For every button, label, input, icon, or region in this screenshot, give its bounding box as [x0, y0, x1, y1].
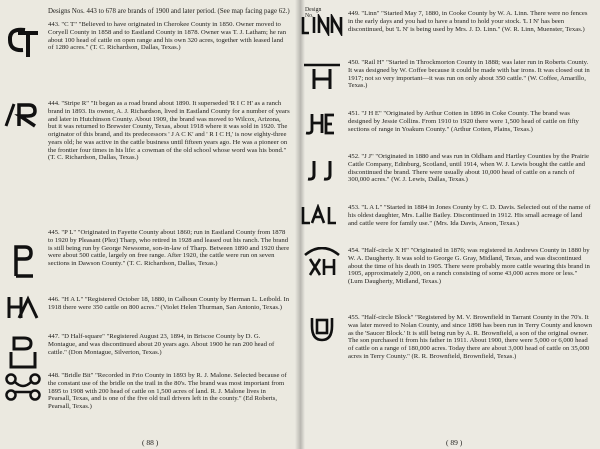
brand-hal-icon — [3, 294, 43, 322]
entry-450 — [348, 59, 592, 105]
entry-text: 451. "J H E" "Originated by Arthur Cotten in 1896 in Coke County. The brand was designed by Jessie Collins. From 1910 to 1920 there were 1,500 head of cattle on fifty sections of range in Yoakum County." (Arthur Cotten, Plains, Texas.) — [348, 110, 579, 133]
page-number: ( 88 ) — [142, 438, 159, 447]
brand-lal-icon — [300, 204, 344, 226]
brand-rail-h-icon — [300, 61, 344, 91]
entry-text: 448. "Bridle Bit" "Recorded in Frio County in 1893 by R. J. Malone. Selected because of the constant use of the bridle on the trail in the 80's. The brand was most important from 1895 to 1908 with 200 head of cattle on 1,500 acres of land. R. J. Malone lives in Pearsall, Texas, and is one of the five old trail drivers left in the county." (Ed Roberts, Pearsall, Texas.) — [48, 372, 287, 411]
entry-text: 455. "Half-circle Block" "Registered by M. V. Brownfield in Tarrant County in the 70's. It was later moved to Nolan County, and since 1898 has been run in Terry County and known as the 'Saucer Block.' It is still being run by A. R. Brownfield, a son of the original owner. The son purchased it from his father in 1911. About 1900, there were 5,000 or 6,000 head of cattle on a range of 180,000 acres. Today there are about 3,000 head of cattle on 35,000 acres in Terry County." (R. R. Brownfield, Brownfield, Texas.) — [348, 314, 592, 360]
entry-454 — [348, 247, 592, 309]
entry-text: 446. "H A L" "Registered October 18, 1880, in Calhoun County by Herman L. Leibold. In 1918 there were 350 cattle on 800 acres." (Violet Helen Thurman, San Antonio, Texas.) — [48, 296, 290, 311]
entry-443 — [48, 21, 290, 95]
entry-text: 443. "C T" "Believed to have originated in Cherokee County in 1850. Owner moved to Coryell County in 1858 and to Eastland County in 1878. Owner was T. J. Latham; he ran about 100 head of cattle on open range and his own 320 acres, together with leased land of 1280 acres." (T. C. Richardson, Dallas, Texas.) — [48, 21, 287, 52]
design-label-line: No. — [305, 13, 314, 20]
brand-ct-icon — [3, 23, 43, 61]
design-no-label — [305, 7, 321, 19]
intro-text: Designs Nos. 443 to 678 are brands of 1900 and later period. (See map facing page 62.) — [48, 8, 290, 15]
entry-447 — [48, 333, 290, 367]
left-page — [0, 0, 298, 449]
entry-445 — [48, 229, 290, 291]
entry-449 — [348, 10, 592, 54]
entry-451 — [348, 110, 592, 148]
entry-452 — [348, 153, 592, 199]
brand-bridle-bit-icon — [3, 372, 43, 402]
brand-jj-icon — [300, 159, 344, 181]
page-number: ( 89 ) — [446, 438, 463, 447]
brand-half-circle-xh-icon — [300, 247, 344, 281]
right-page — [298, 0, 600, 449]
entry-text: 452. "J J" "Originated in 1880 and was run in Oldham and Hartley Counties by the Prairie Cattle Company, Edinburg, Scotland, until 1914, when W. J. Lewis bought the cattle and discontinued the brand. There were usually about 10,000 head of cattle on a ranch of 300,000 acres." (W. J. Lewis, Dallas, Texas.) — [348, 153, 589, 184]
entry-text: 449. "Linn" "Started May 7, 1880, in Cooke County by W. A. Linn. There were no fences in the early days and you had to have a brand to hold your stock. 'L I N' has been discontinued, but 'L N' is being used by Mrs. J. D. Linn." (W. R. Linn, Muenster, Texas.) — [348, 10, 588, 33]
entry-text: 447. "D Half-square" "Registered August 23, 1894, in Briscoe County by D. G. Montague, and was discontinued about 20 years ago. About 1900 he ran 200 head of cattle." (Don Montague, Silverton, Texas.) — [48, 333, 275, 356]
entry-text: 445. "P L" "Originated in Fayette County about 1860; run in Eastland County from 1878 to 1920 by Pleasant (Plez) Tharp, who retired in 1928 and leased out his ranch. The brand is still being run by George Newsome, son-in-law of Tharp. Between 1890 and 1920 there were about 500 cattle, largely on free range. After 1920, the cattle were run on seven sections in Dawson County." (T. C. Richardson, Dallas, Texas.) — [48, 229, 290, 268]
entry-text: 454. "Half-circle X H" "Originated in 1876; was registered in Andrews County in 1880 by W. A. Daugherty. It was sold to George G. Gray, Midland, Texas, and was discontinued about the time of his death in 1905. There were probably more cattle wearing this brand in 1905, approximately 2,000, on a ranch consisting of some 43,000 acres more or less." (Lum Daugherty, Midland, Texas.) — [348, 247, 590, 285]
brand-d-half-square-icon — [3, 335, 43, 371]
entry-455 — [348, 314, 592, 394]
entry-453 — [348, 204, 592, 242]
entry-text: 453. "L A L" "Started in 1884 in Jones County by C. D. Davis. Selected out of the name of his oldest daughter, Mrs. Lallie Bailey. Discontinued in 1912. His small acreage of land and cattle were for family use." (Mrs. Ida Davis, Anson, Texas.) — [348, 204, 591, 227]
brand-jhe-icon — [300, 112, 344, 136]
entry-text: 444. "Stripe R" "It began as a road brand about 1890. It superseded 'R I C H' as a ranch brand in 1893. Its owner, A. J. Richardson, lived in Eastland County for a number of years and later in Hutchinson County. About 1909, the brand was moved to Wilcox, Arizona, but it was returned to Brewster County, Texas, about 1918 where it was sold in 1920. The originator of this brand, and its predecessors ' J A C K' and ' R I C H,' is now eighty-three years old; he was active in the cattle business until fifteen years ago. He was a pioneer on the frontier four times in his life: a cowman of the old school whose word was his bond." (T. C. Richardson, Dallas, Texas.) — [48, 100, 290, 162]
brand-pl-icon — [3, 243, 43, 279]
brand-stripe-r-icon — [3, 100, 43, 130]
brand-half-circle-block-icon — [300, 314, 344, 344]
entry-448 — [48, 372, 290, 438]
design-label-line: Design — [305, 7, 322, 13]
entry-444 — [48, 100, 290, 224]
entry-446 — [48, 296, 290, 328]
entry-text: 450. "Rail H" "Started in Throckmorton County in 1888; was later run in Roberts County. It was designed by W. Coffee because it could be made with bar irons. It was closed out in 1917; not so very important—it was run on only about 350 cattle." (W. Coffee, Amarillo, Texas.) — [348, 59, 590, 90]
